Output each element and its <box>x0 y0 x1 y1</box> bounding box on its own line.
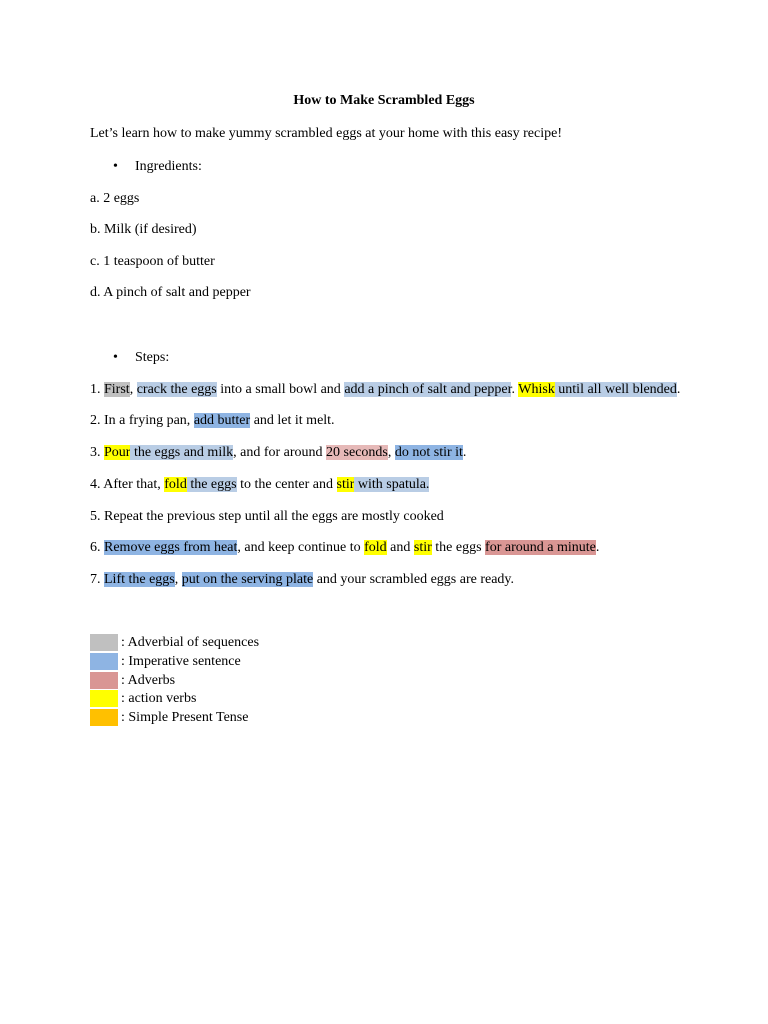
step-item <box>90 539 599 557</box>
highlighted-phrase: fold <box>364 540 387 555</box>
ingredient-item: a. 2 eggs <box>90 191 140 206</box>
legend-label: : action verbs <box>121 691 197 706</box>
step-text: , <box>174 572 182 587</box>
step-text: and your scrambled eggs are ready. <box>313 572 515 587</box>
document-title: How to Make Scrambled Eggs <box>293 93 475 108</box>
step-item <box>90 444 466 462</box>
step-text: , and keep continue to <box>237 540 365 555</box>
highlighted-phrase: for around a minute <box>485 540 596 555</box>
bullet-icon: • <box>113 159 118 174</box>
step-text: 6. <box>90 540 104 555</box>
step-item <box>90 476 429 494</box>
step-text: 5. Repeat the previous step until all the eggs are mostly cooked <box>90 509 444 524</box>
step-text: and <box>386 540 414 555</box>
highlighted-phrase: 20 seconds <box>326 445 388 460</box>
legend-label: : Adverbial of sequences <box>121 635 260 650</box>
step-text: . <box>511 382 519 397</box>
highlighted-phrase: the eggs and milk <box>130 445 234 460</box>
step-text: the eggs <box>431 540 486 555</box>
step-text: 1. <box>90 382 104 397</box>
step-text: to the center and <box>236 477 337 492</box>
highlighted-phrase: stir <box>336 477 355 492</box>
ingredient-item: c. 1 teaspoon of butter <box>90 254 215 269</box>
step-text: . <box>676 382 681 397</box>
highlighted-phrase: add butter <box>193 413 251 428</box>
step-text: 4. After that, <box>90 477 165 492</box>
legend-swatch-yellow <box>90 690 118 707</box>
step-text: 3. <box>90 445 104 460</box>
step-text: , <box>129 382 137 397</box>
legend-label: : Simple Present Tense <box>121 710 249 725</box>
highlighted-phrase: add a pinch of salt and pepper <box>344 382 512 397</box>
highlighted-phrase: fold <box>164 477 187 492</box>
step-text: . <box>595 540 600 555</box>
highlighted-phrase: Lift the eggs <box>104 572 175 587</box>
step-text: and let it melt. <box>250 413 335 428</box>
step-item <box>90 571 514 589</box>
intro-paragraph: Let’s learn how to make yummy scrambled eggs at your home with this easy recipe! <box>90 126 562 141</box>
ingredient-item: b. Milk (if desired) <box>90 222 197 237</box>
legend-swatch-gray <box>90 634 118 651</box>
step-text: , and for around <box>233 445 327 460</box>
step-text: , <box>387 445 395 460</box>
legend-label: : Imperative sentence <box>121 654 241 669</box>
highlighted-phrase: Remove eggs from heat <box>104 540 238 555</box>
ingredients-heading <box>113 158 202 176</box>
step-text: 2. In a frying pan, <box>90 413 194 428</box>
step-item <box>90 412 335 430</box>
highlighted-phrase: Pour <box>104 445 131 460</box>
step-text: into a small bowl and <box>216 382 345 397</box>
legend-swatch-pink <box>90 672 118 689</box>
highlighted-phrase: crack the eggs <box>136 382 217 397</box>
ingredient-item: d. A pinch of salt and pepper <box>90 285 251 300</box>
highlighted-phrase: with spatula. <box>354 477 430 492</box>
legend-label: : Adverbs <box>121 673 176 688</box>
steps-heading-text: Steps: <box>135 350 170 365</box>
highlighted-phrase: stir <box>413 540 432 555</box>
step-item <box>90 381 680 399</box>
steps-heading <box>113 349 169 367</box>
highlighted-phrase: the eggs <box>186 477 237 492</box>
ingredients-heading-text: Ingredients: <box>135 159 202 174</box>
highlighted-phrase: Whisk <box>518 382 555 397</box>
step-item <box>90 508 444 526</box>
step-text: . <box>462 445 467 460</box>
highlighted-phrase: until all well blended <box>554 382 677 397</box>
bullet-icon: • <box>113 350 118 365</box>
legend-swatch-blue <box>90 653 118 670</box>
highlighted-phrase: First <box>104 382 130 397</box>
step-text: 7. <box>90 572 104 587</box>
highlighted-phrase: put on the serving plate <box>181 572 314 587</box>
highlighted-phrase: do not stir it <box>394 445 463 460</box>
legend-swatch-orange <box>90 709 118 726</box>
